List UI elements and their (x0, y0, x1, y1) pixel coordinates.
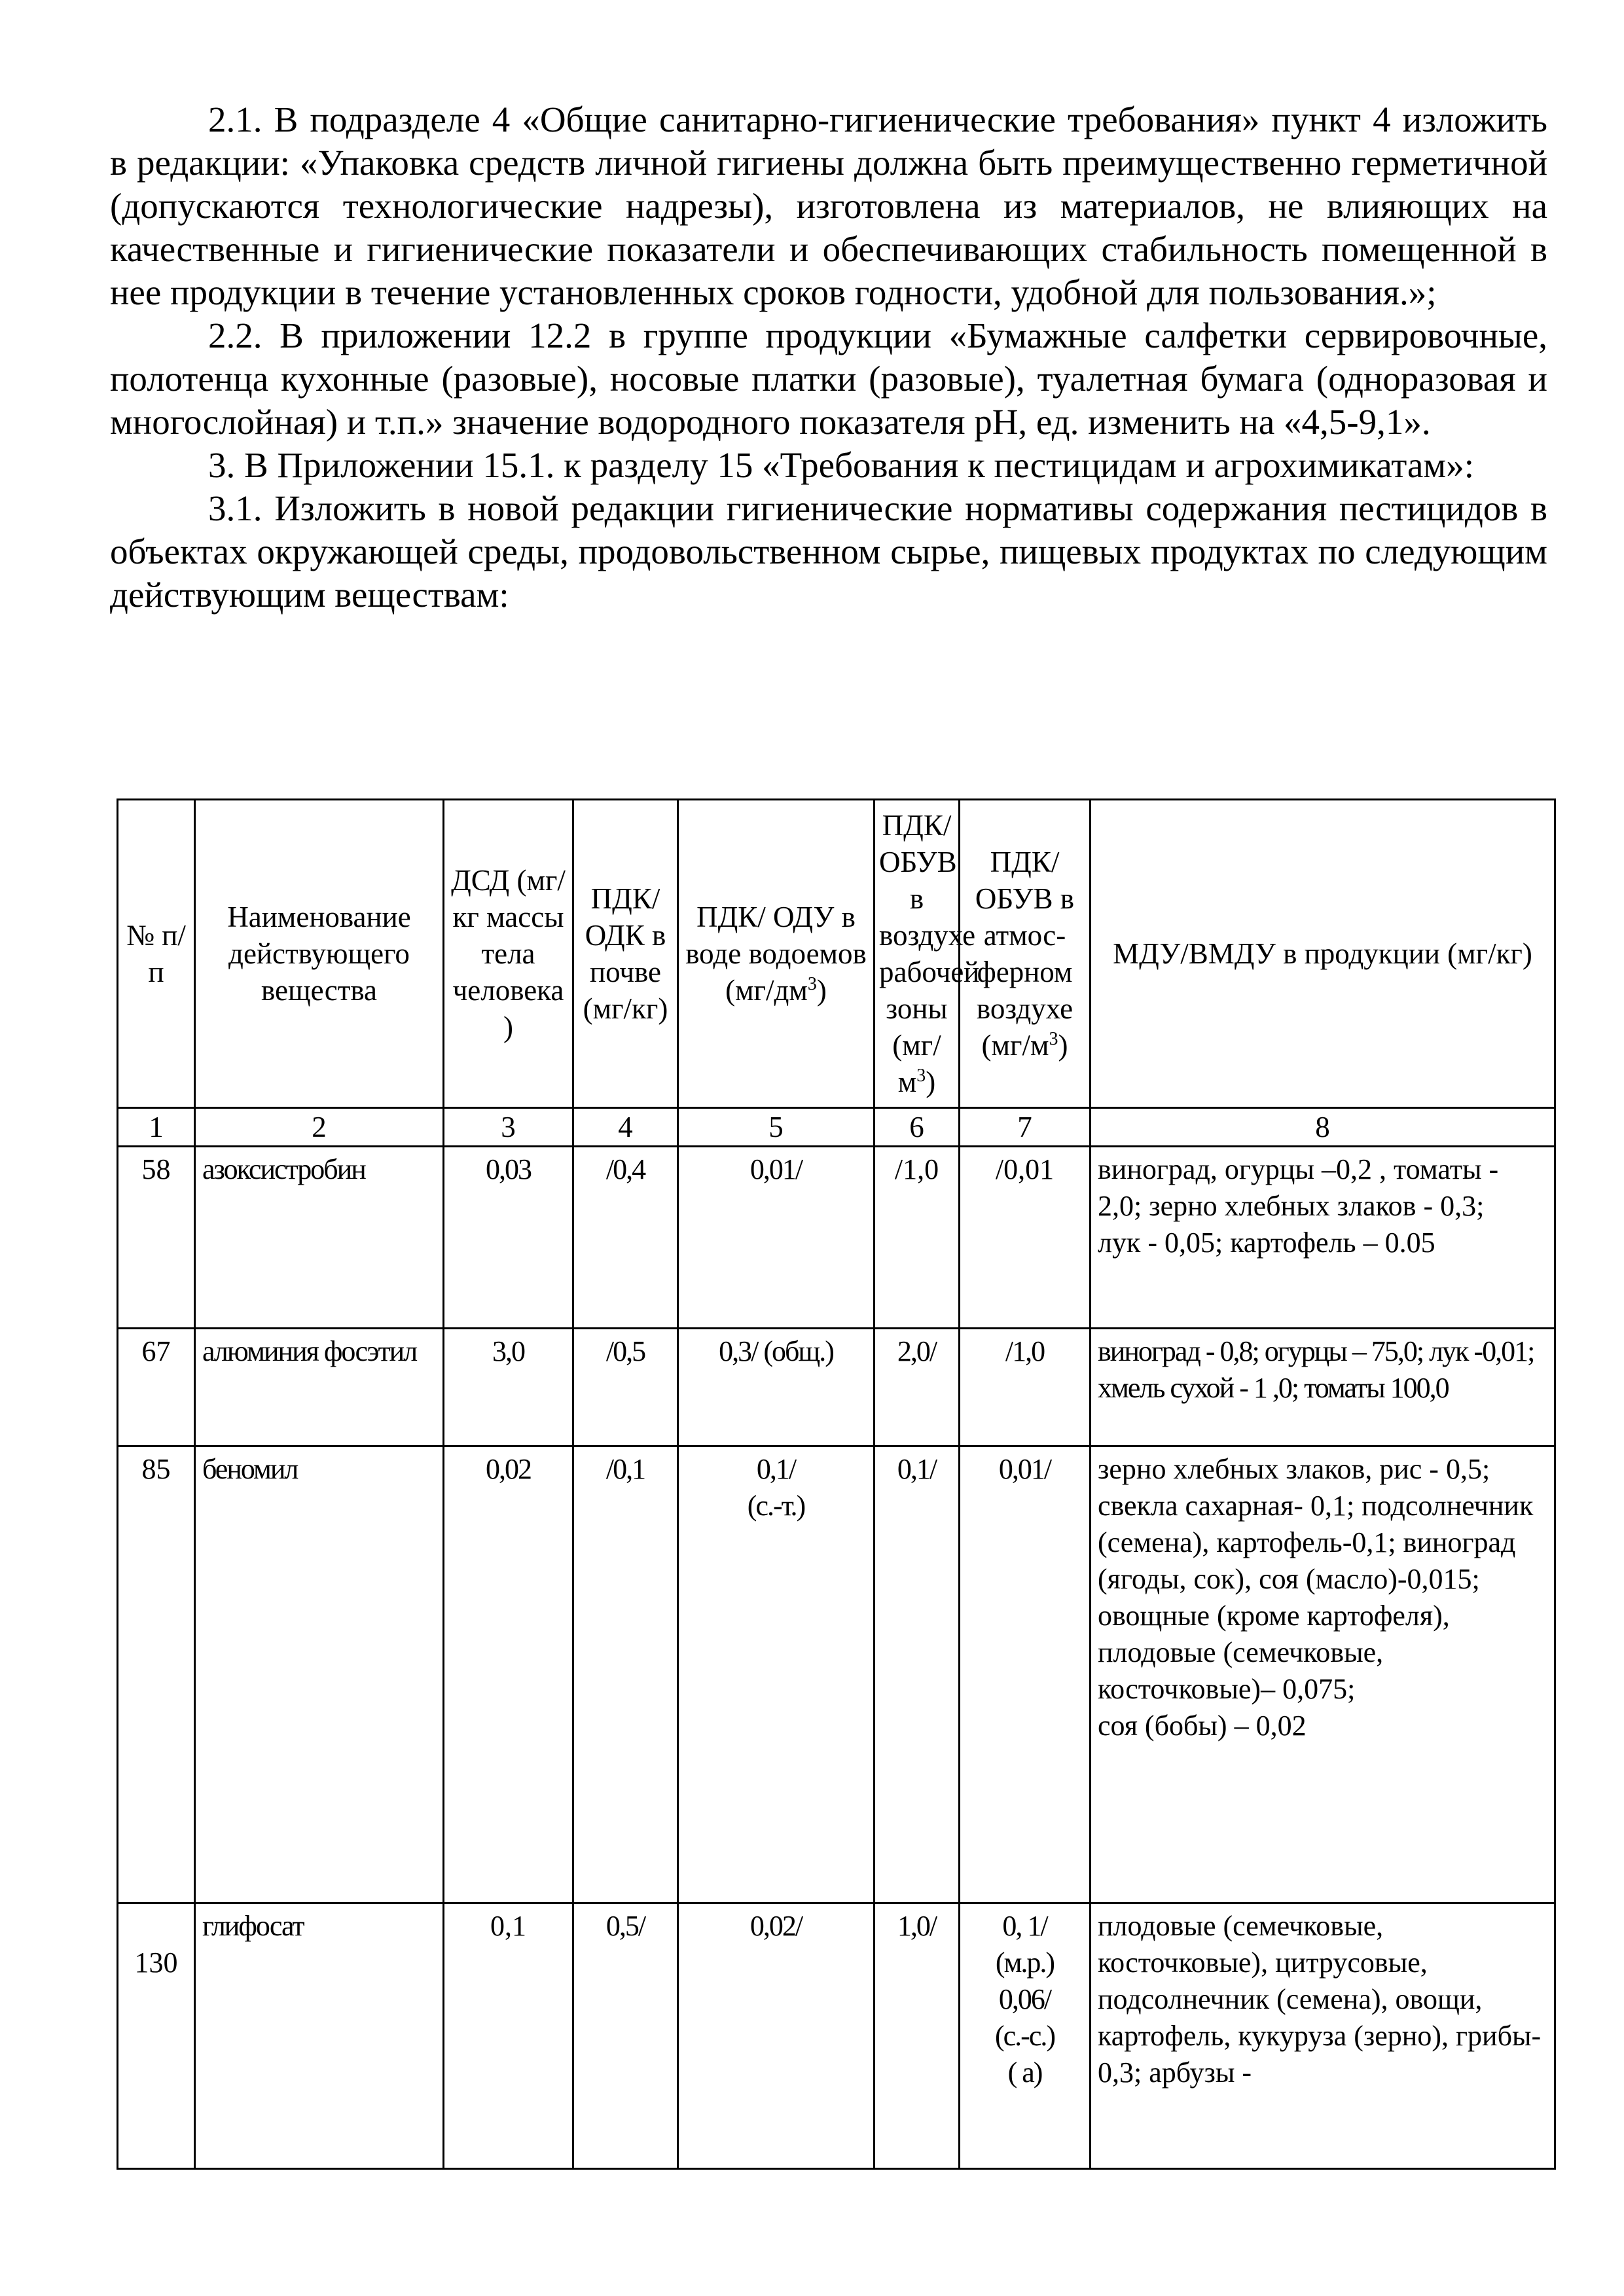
dsd-value: 0,03 (444, 1147, 573, 1329)
table-row (118, 1903, 1555, 2169)
paragraph-3-1: 3.1. Изложить в новой редакции гигиенические нормативы содержания пестицидов в объектах окружающей среды, продовольственном сырье, пищевых продуктах по следующим действующим веществам: (110, 488, 1547, 615)
row-num: 67 (118, 1329, 195, 1446)
water-value: 0,02/ (678, 1903, 875, 2169)
table-row (118, 1446, 1555, 1903)
mdu-value: виноград - 0,8; огурцы – 75,0; лук -0,01; хмель сухой - 1 ,0; томаты 100,0 (1091, 1329, 1555, 1446)
dsd-value: 0,1 (444, 1903, 573, 2169)
column-number: 5 (678, 1108, 875, 1147)
header-soil: ПДК/ ОДК в почве (мг/кг) (573, 800, 678, 1108)
row-num: 130 (118, 1903, 195, 2169)
paragraph-2-2: 2.2. В приложении 12.2 в группе продукции «Бумажные салфетки сервировочные, полотенца кухонные (разовые), носовые платки (разовые), туалетная бумага (одноразовая и многослойная) и т.п.» значение водородного показателя pH, ед. изменить на «4,5-9,1». (110, 315, 1547, 442)
column-number: 4 (573, 1108, 678, 1147)
soil-value: /0,4 (573, 1147, 678, 1329)
atm-air-value: /0,01 (960, 1147, 1091, 1329)
soil-value: /0,1 (573, 1446, 678, 1903)
column-number: 3 (444, 1108, 573, 1147)
paragraph-2-1: 2.1. В подразделе 4 «Общие санитарно-гигиенические требования» пункт 4 изложить в редакции: «Упаковка средств личной гигиены должна быть преимущественно герметичной (допускаются технологические надрезы), изготовлена из материалов, не влияющих на качественные и гигиенические показатели и обеспечивающих стабильность помещенной в нее продукции в течение установленных сроков годности, удобной для пользования.»; (110, 99, 1547, 312)
header-num: № п/п (118, 800, 195, 1108)
water-value: 0,1/ (с.-т.) (678, 1446, 875, 1903)
header-row (118, 800, 1555, 1108)
header-name: Наименование действующего вещества (195, 800, 444, 1108)
substance-name: глифосат (195, 1903, 444, 2169)
row-num: 58 (118, 1147, 195, 1329)
water-value: 0,01/ (678, 1147, 875, 1329)
column-number: 6 (875, 1108, 960, 1147)
column-number: 8 (1091, 1108, 1555, 1147)
header-water: ПДК/ ОДУ в воде водоемов $(мг/дм^3)$ (678, 800, 875, 1108)
work-air-value: 1,0/ (875, 1903, 960, 2169)
substance-name: азоксистробин (195, 1147, 444, 1329)
work-air-value: 0,1/ (875, 1446, 960, 1903)
header-mdu: МДУ/ВМДУ в продукции (мг/кг) (1091, 800, 1555, 1108)
dsd-value: 0,02 (444, 1446, 573, 1903)
mdu-value: зерно хлебных злаков, рис - 0,5; свекла сахарная- 0,1; подсолнечник (семена), картофель-0,1; виноград (ягоды, сок), соя (масло)-0,015; овощные (кроме картофеля), плодовые (семечковые, косточковые)– 0,075; соя (бобы) – 0,02 (1091, 1446, 1555, 1903)
water-value: 0,3/ (общ.) (678, 1329, 875, 1446)
column-number: 1 (118, 1108, 195, 1147)
soil-value: 0,5/ (573, 1903, 678, 2169)
mdu-value: плодовые (семечковые, косточковые), цитрусовые, подсолнечник (семена), овощи, картофель, кукуруза (зерно), грибы- 0,3; арбузы - (1091, 1903, 1555, 2169)
column-number: 2 (195, 1108, 444, 1147)
atm-air-value: 0, 1/ (м.р.) 0,06/ (с.-с.) ( а) (960, 1903, 1091, 2169)
row-num: 85 (118, 1446, 195, 1903)
header-work-air: ПДК/ ОБУВ в воздухе рабочей зоны $(мг/м^3)$ (875, 800, 960, 1108)
atm-air-value: /1,0 (960, 1329, 1091, 1446)
column-number-row (118, 1108, 1555, 1147)
substance-name: беномил (195, 1446, 444, 1903)
header-dsd: ДСД (мг/кг массы тела человека ) (444, 800, 573, 1108)
soil-value: /0,5 (573, 1329, 678, 1446)
atm-air-value: 0,01/ (960, 1446, 1091, 1903)
mdu-value: виноград, огурцы –0,2 , томаты - 2,0; зерно хлебных злаков - 0,3; лук - 0,05; картофель – 0.05 (1091, 1147, 1555, 1329)
work-air-value: 2,0/ (875, 1329, 960, 1446)
header-atm-air: ПДК/ ОБУВ в атмос-ферном воздухе $(мг/м^3)$ (960, 800, 1091, 1108)
table-row (118, 1329, 1555, 1446)
column-number: 7 (960, 1108, 1091, 1147)
paragraph-3: 3. В Приложении 15.1. к разделу 15 «Требования к пестицидам и агрохимикатам»: (208, 445, 1474, 485)
table-row (118, 1147, 1555, 1329)
body-text (110, 98, 1547, 617)
dsd-value: 3,0 (444, 1329, 573, 1446)
substance-name: алюминия фосэтил (195, 1329, 444, 1446)
pesticide-table (117, 798, 1556, 2170)
work-air-value: /1,0 (875, 1147, 960, 1329)
